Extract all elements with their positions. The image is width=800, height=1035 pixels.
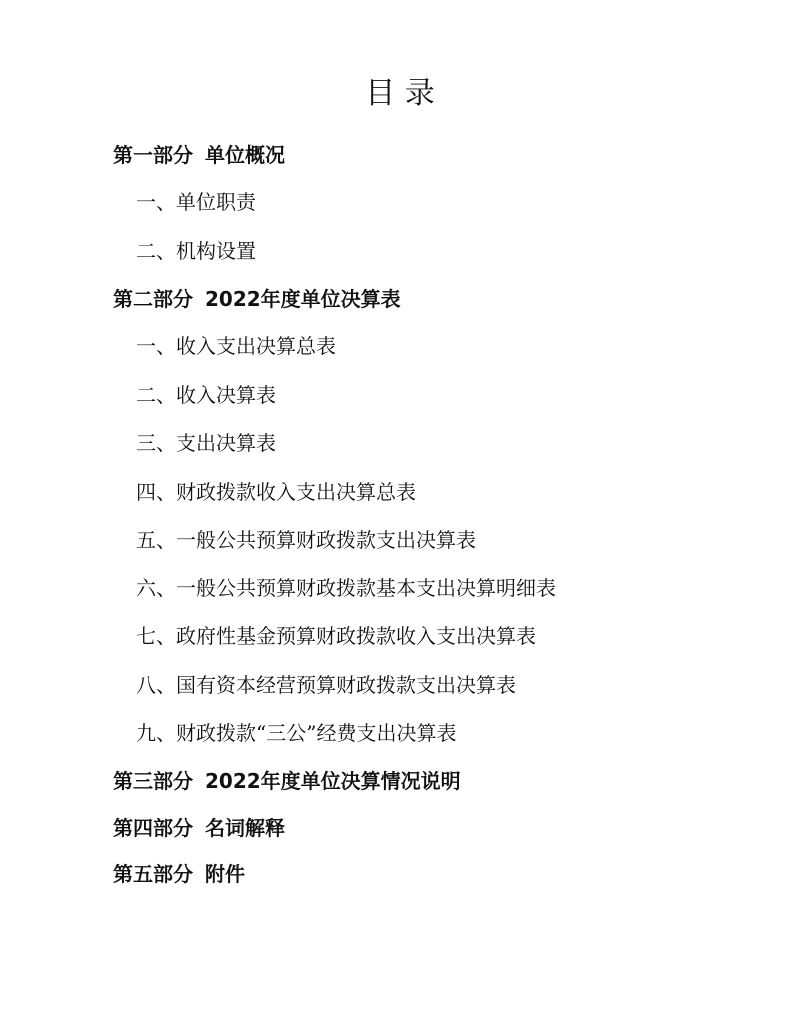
toc-part-3 <box>113 767 461 795</box>
toc-section-2-7: 七、政府性基金预算财政拨款收入支出决算表 <box>136 624 536 648</box>
part-label: 第五部分 <box>113 862 193 886</box>
toc-section-2-3: 三、支出决算表 <box>136 431 276 455</box>
toc-section-1-2: 二、机构设置 <box>136 239 256 263</box>
toc-part-5 <box>113 860 245 888</box>
toc-section-2-9: 九、财政拨款“三公”经费支出决算表 <box>136 721 457 745</box>
part-label: 第二部分 <box>113 287 193 311</box>
toc-section-2-2: 二、收入决算表 <box>136 383 276 407</box>
part-label: 第三部分 <box>113 769 193 793</box>
part-title: 2022年度单位决算情况说明 <box>205 769 461 793</box>
part-label: 第四部分 <box>113 816 193 840</box>
toc-section-2-8: 八、国有资本经营预算财政拨款支出决算表 <box>136 673 516 697</box>
toc-part-4 <box>113 814 285 842</box>
toc-section-2-4: 四、财政拨款收入支出决算总表 <box>136 480 416 504</box>
part-title: 附件 <box>205 862 245 886</box>
part-title: 名词解释 <box>205 816 285 840</box>
toc-section-1-1: 一、单位职责 <box>136 190 256 214</box>
part-title: 2022年度单位决算表 <box>205 287 401 311</box>
toc-title: 目 录 <box>365 76 435 111</box>
toc-section-2-5: 五、一般公共预算财政拨款支出决算表 <box>136 528 476 552</box>
toc-part-2 <box>113 285 401 313</box>
toc-section-2-6: 六、一般公共预算财政拨款基本支出决算明细表 <box>136 576 556 600</box>
part-label: 第一部分 <box>113 143 193 167</box>
toc-part-1 <box>113 141 285 169</box>
part-title: 单位概况 <box>205 143 285 167</box>
toc-section-2-1: 一、收入支出决算总表 <box>136 334 336 358</box>
